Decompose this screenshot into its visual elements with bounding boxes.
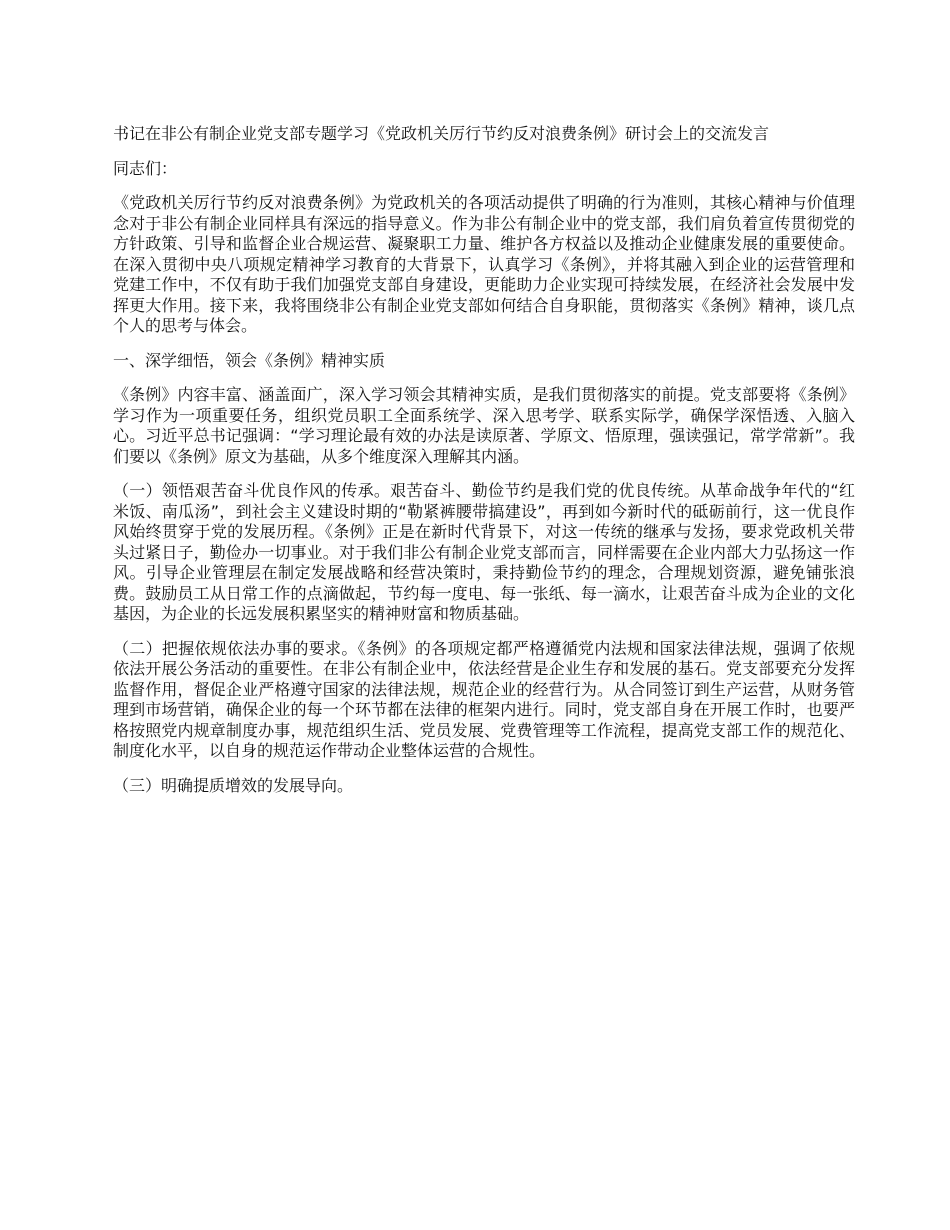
point-1-paragraph: （一）领悟艰苦奋斗优良作风的传承。艰苦奋斗、勤俭节约是我们党的优良传统。从革命战争年代的“红米饭、南瓜汤”，到社会主义建设时期的“勒紧裤腰带搞建设”，再到如今新时代的砥砺前行，这一优良作风始终贯穿于党的发展历程。《条例》正是在新时代背景下，对这一传统的继承与发扬，要求党政机关带头过紧日子，勤俭办一切事业。对于我们非公有制企业党支部而言，同样需要在企业内部大力弘扬这一作风。引导企业管理层在制定发展战略和经营决策时，秉持勤俭节约的理念，合理规划资源，避免铺张浪费。鼓励员工从日常工作的点滴做起，节约每一度电、每一张纸、每一滴水，让艰苦奋斗成为企业的文化基因，为企业的长远发展积累坚实的精神财富和物质基础。: [113, 481, 855, 623]
section-1-heading: 一、深学细悟，领会《条例》精神实质: [113, 350, 386, 370]
salutation: 同志们：: [113, 158, 178, 178]
section-1-paragraph: 《条例》内容丰富、涵盖面广，深入学习领会其精神实质，是我们贯彻落实的前提。党支部要将《条例》学习作为一项重要任务，组织党员职工全面系统学、深入思考学、联系实际学，确保学深悟透、入脑入心。习近平总书记强调：“学习理论最有效的办法是读原著、学原文、悟原理，强读强记，常学常新”。我们要以《条例》原文为基础，从多个维度深入理解其内涵。: [113, 385, 855, 466]
point-3-paragraph: （三）明确提质增效的发展导向。: [113, 775, 354, 795]
intro-paragraph: 《党政机关厉行节约反对浪费条例》为党政机关的各项活动提供了明确的行为准则，其核心精神与价值理念对于非公有制企业同样具有深远的指导意义。作为非公有制企业中的党支部，我们肩负着宣传贯彻党的方针政策、引导和监督企业合规运营、凝聚职工力量、维护各方权益以及推动企业健康发展的重要使命。在深入贯彻中央八项规定精神学习教育的大背景下，认真学习《条例》，并将其融入到企业的运营管理和党建工作中，不仅有助于我们加强党支部自身建设，更能助力企业实现可持续发展，在经济社会发展中发挥更大作用。接下来，我将围绕非公有制企业党支部如何结合自身职能，贯彻落实《条例》精神，谈几点个人的思考与体会。: [113, 193, 855, 335]
point-2-paragraph: （二）把握依规依法办事的要求。《条例》的各项规定都严格遵循党内法规和国家法律法规，强调了依规依法开展公务活动的重要性。在非公有制企业中，依法经营是企业生存和发展的基石。党支部要充分发挥监督作用，督促企业严格遵守国家的法律法规，规范企业的经营行为。从合同签订到生产运营，从财务管理到市场营销，确保企业的每一个环节都在法律的框架内进行。同时，党支部自身在开展工作时，也要严格按照党内规章制度办事，规范组织生活、党员发展、党费管理等工作流程，提高党支部工作的规范化、制度化水平，以自身的规范运作带动企业整体运营的合规性。: [113, 638, 855, 760]
document-title: 书记在非公有制企业党支部专题学习《党政机关厉行节约反对浪费条例》研讨会上的交流发言: [113, 124, 770, 143]
document-page: [113, 124, 855, 810]
